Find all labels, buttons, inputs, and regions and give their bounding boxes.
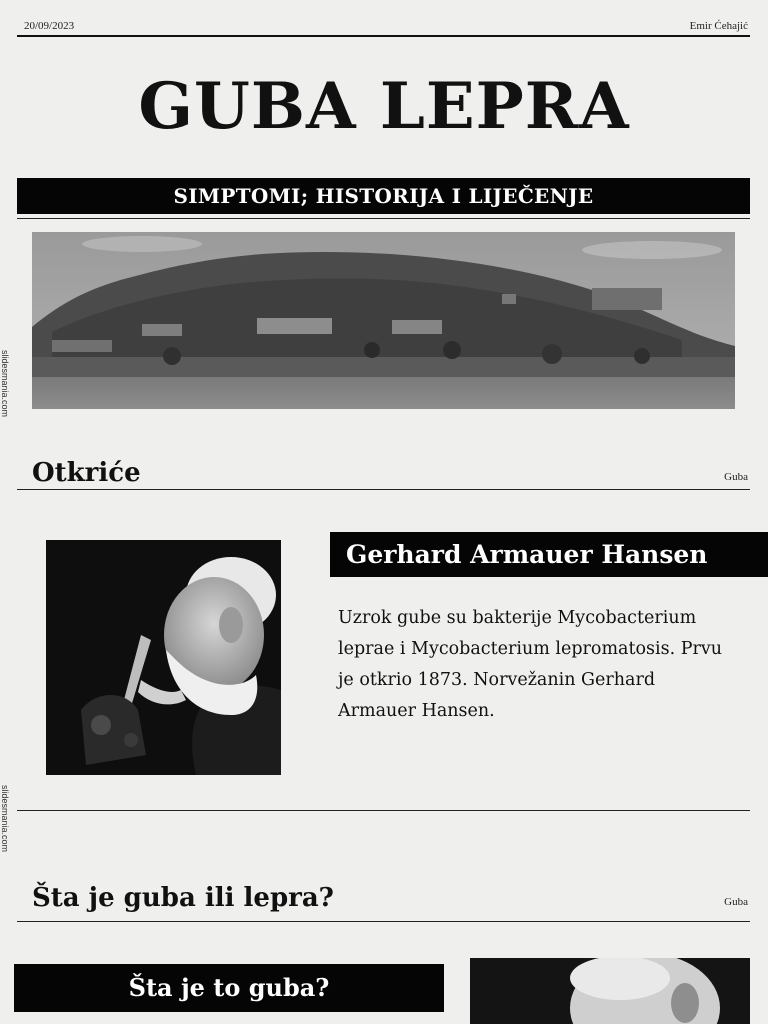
section-heading-discovery: Otkriće [32, 458, 141, 488]
discovery-paragraph: Uzrok gube su bakterije Mycobacterium leprae i Mycobacterium lepromatosis. Prvu je otkrio 1873. Norvežanin Gerhard Armauer Hansen. [338, 608, 723, 721]
question-banner: Šta je to guba? [14, 964, 444, 1012]
side-credit-top: slidesmania.com [0, 350, 10, 418]
section-divider [17, 810, 750, 811]
section-tag: Guba [724, 471, 748, 483]
scientist-name-banner: Gerhard Armauer Hansen [330, 532, 768, 577]
banner-underline [17, 218, 750, 219]
side-credit-bottom: slidesmania.com [0, 785, 10, 853]
header-rule [17, 35, 750, 37]
section-heading-what-is: Šta je guba ili lepra? [32, 883, 334, 913]
island-photo [32, 232, 735, 409]
page-title: GUBA LEPRA [138, 69, 630, 144]
hansen-portrait [46, 540, 281, 775]
subtitle-banner: SIMPTOMI; HISTORIJA I LIJEČENJE [17, 178, 750, 214]
portrait-partial [470, 958, 750, 1024]
section-rule [17, 489, 750, 490]
header-author: Emir Ćehajić [689, 20, 748, 32]
section-rule [17, 921, 750, 922]
header-date: 20/09/2023 [24, 20, 75, 32]
section-tag: Guba [724, 896, 748, 908]
